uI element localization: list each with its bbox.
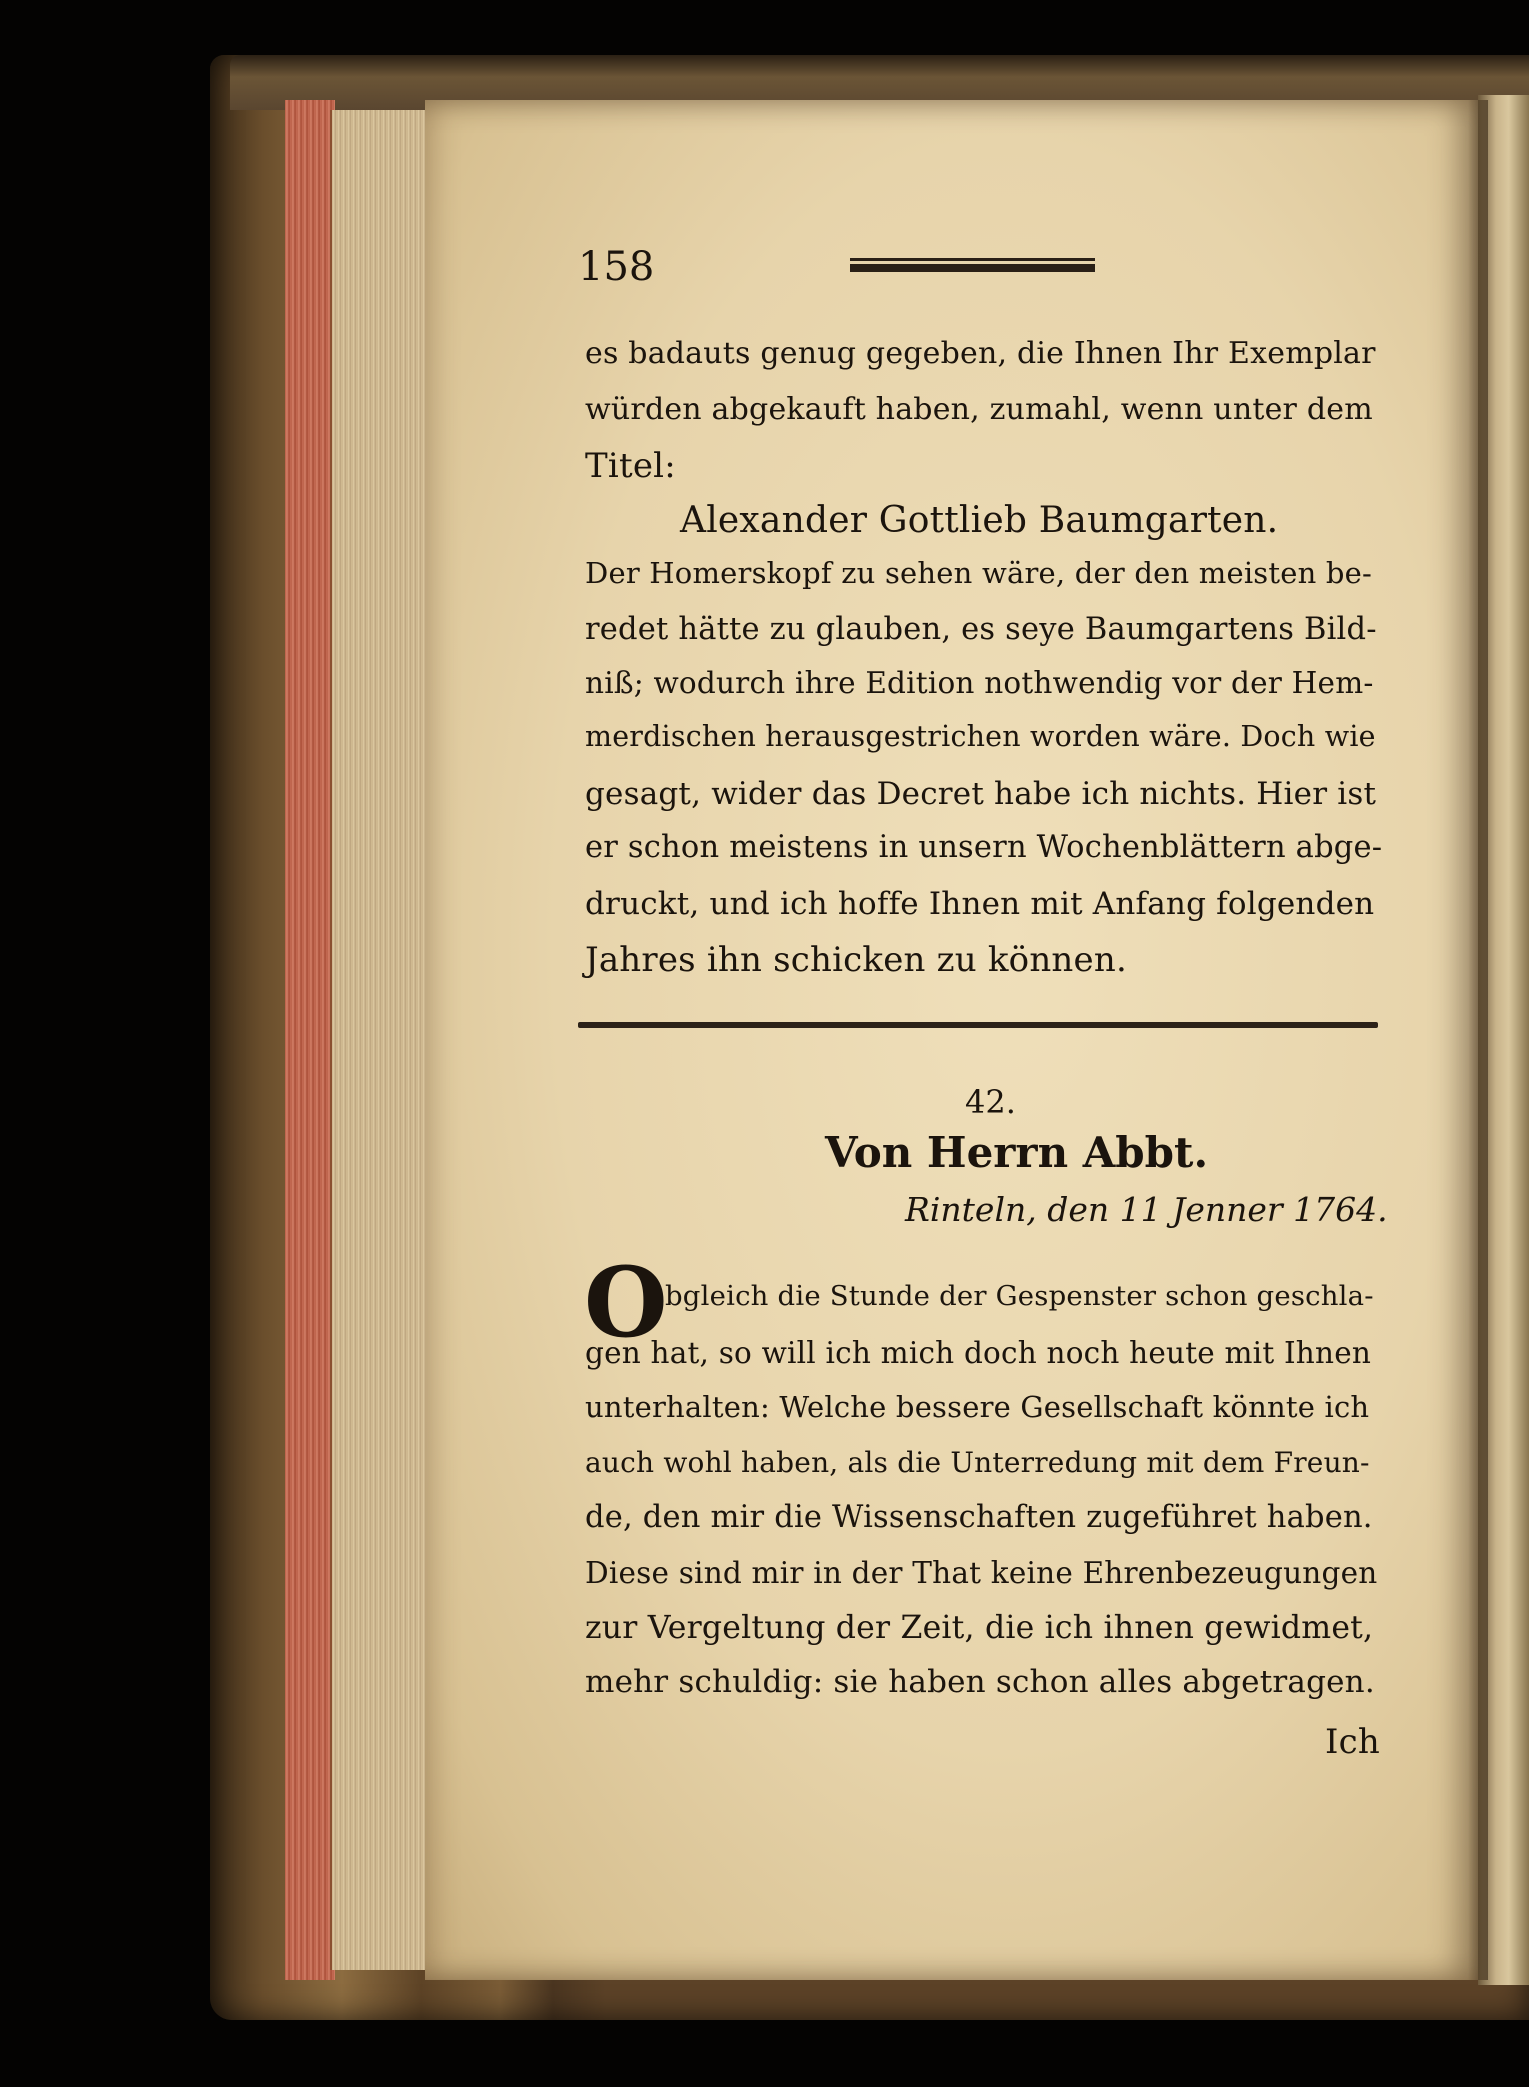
text-line: bgleich die Stunde der Gespenster schon geschla- <box>665 1280 1374 1312</box>
letter-heading: Von Herrn Abbt. <box>825 1128 1209 1177</box>
text-line: mehr schuldig: sie haben schon alles abgetragen. <box>585 1664 1375 1700</box>
text-line: Titel: <box>585 446 676 486</box>
text-line: auch wohl haben, als die Unterredung mit dem Freun- <box>585 1446 1370 1479</box>
text-line: er schon meistens in unsern Wochenblättern abge- <box>585 830 1383 865</box>
letter-place-date: Rinteln, den 11 Jenner 1764. <box>905 1190 1388 1229</box>
text-line: es badauts genug gegeben, die Ihnen Ihr Exemplar <box>585 336 1376 371</box>
header-rule <box>850 258 1095 272</box>
text-line: unterhalten: Welche bessere Gesellschaft könnte ich <box>585 1390 1370 1424</box>
text-line: Diese sind mir in der That keine Ehrenbezeugungen <box>585 1556 1378 1590</box>
text-line: niß; wodurch ihre Edition nothwendig vor der Hem- <box>585 666 1374 700</box>
drop-cap: O <box>584 1246 668 1359</box>
text-line: gen hat, so will ich mich doch noch heute mit Ihnen <box>585 1336 1372 1370</box>
letter-number: 42. <box>965 1083 1016 1121</box>
page-edges-red <box>285 100 335 1980</box>
text-line: zur Vergeltung der Zeit, die ich ihnen gewidmet, <box>585 1610 1374 1646</box>
text-line: druckt, und ich hoffe Ihnen mit Anfang folgenden <box>585 886 1375 922</box>
catchword: Ich <box>1325 1722 1380 1762</box>
page-edges-stack <box>330 110 432 1970</box>
text-line: redet hätte zu glauben, es seye Baumgartens Bild- <box>585 612 1377 647</box>
text-line: Der Homerskopf zu sehen wäre, der den meisten be- <box>585 556 1373 590</box>
text-line: de, den mir die Wissenschaften zugeführet haben. <box>585 1500 1373 1535</box>
text-line: gesagt, wider das Decret habe ich nichts. Hier ist <box>585 776 1377 812</box>
text-line: würden abgekauft haben, zumahl, wenn unter dem <box>585 392 1373 427</box>
book-title-line: Alexander Gottlieb Baumgarten. <box>680 500 1279 541</box>
text-line: Jahres ihn schicken zu können. <box>585 940 1127 980</box>
section-rule <box>578 1022 1378 1028</box>
page-number: 158 <box>578 244 655 290</box>
spine-shadow <box>1468 100 1488 1980</box>
text-line: merdischen herausgestrichen worden wäre. Doch wie <box>585 720 1376 753</box>
